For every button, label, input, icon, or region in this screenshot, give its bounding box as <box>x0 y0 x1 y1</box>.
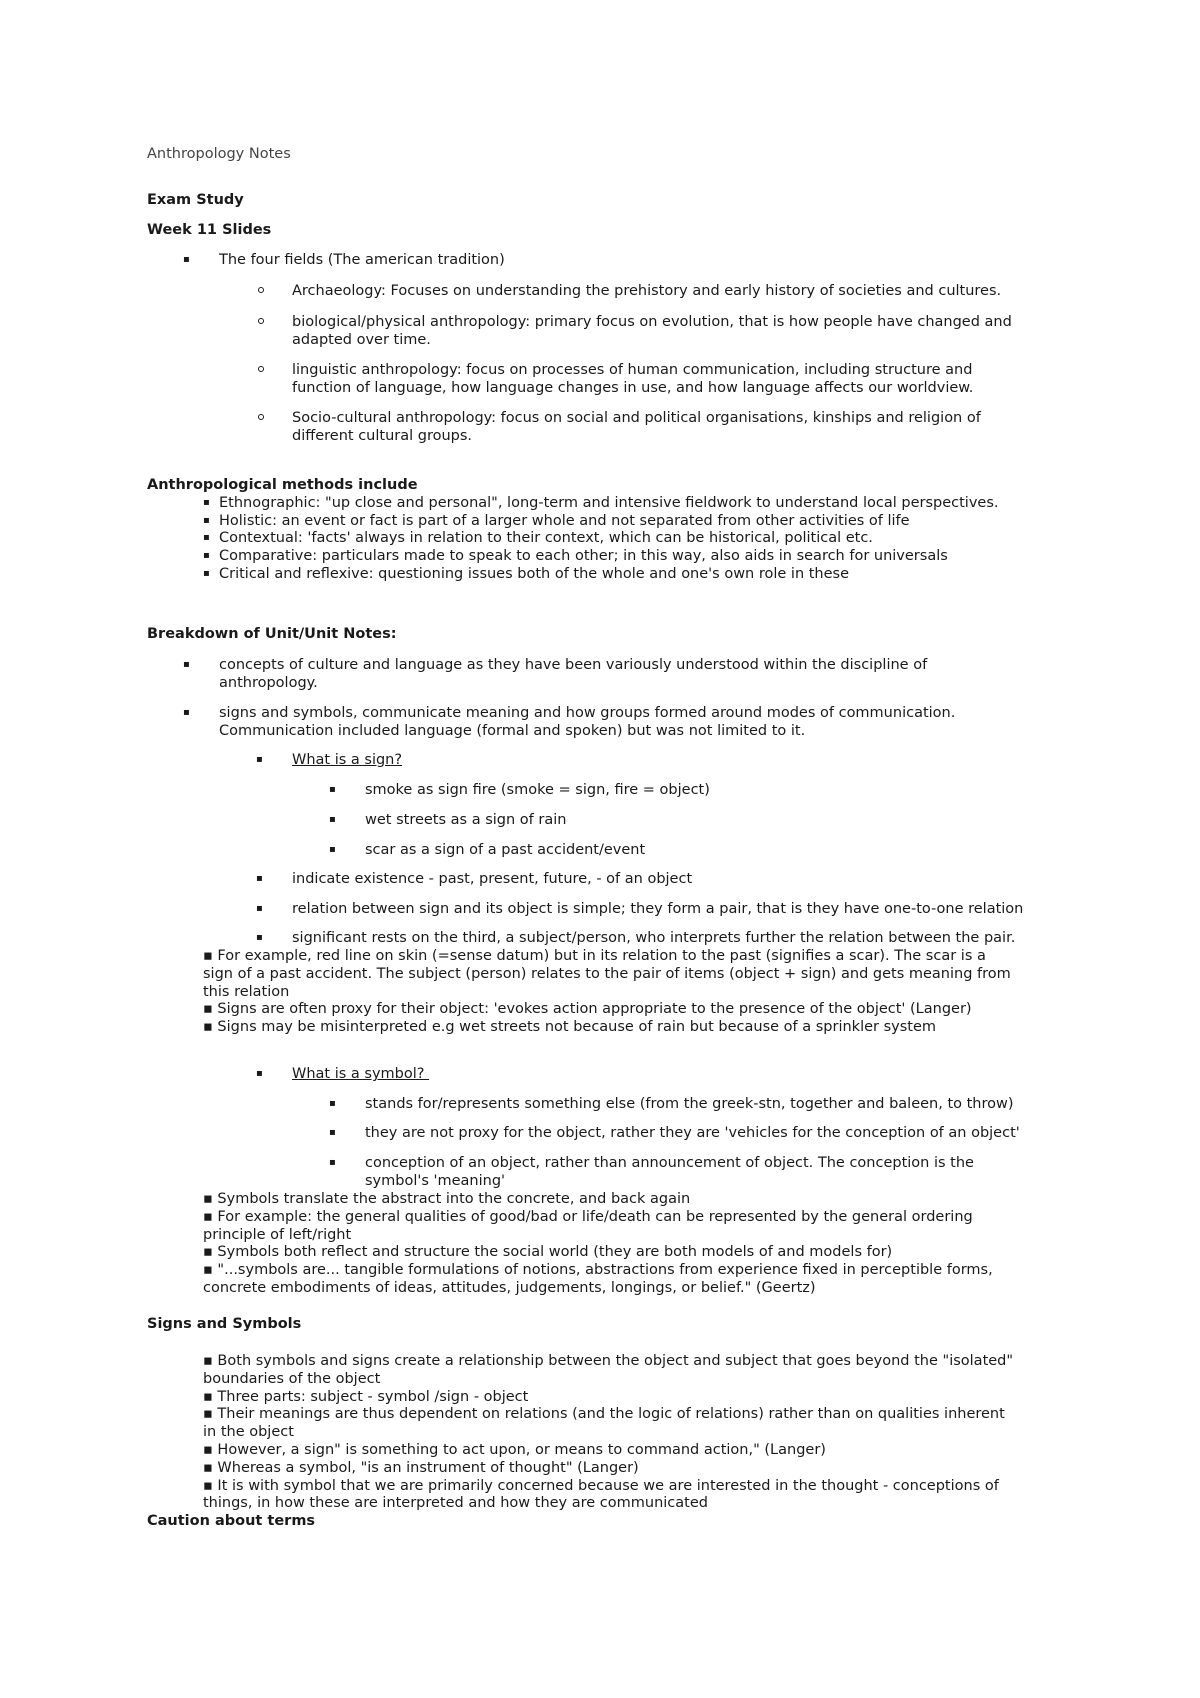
circle-bullet-icon <box>258 287 264 293</box>
bullet-icon: ▪ <box>203 550 210 561</box>
list-item: Holistic: an event or fact is part of a larger whole and not separated from other activities of life <box>219 513 910 529</box>
list-item: indicate existence - past, present, future, - of an object <box>292 871 693 887</box>
note-line: in the object <box>203 1424 294 1440</box>
note-line: ▪ "...symbols are... tangible formulations of notions, abstractions from experience fixed in perceptible forms, <box>203 1262 993 1278</box>
section-heading-caution: Caution about terms <box>147 1513 316 1529</box>
circle-bullet-icon <box>258 366 264 372</box>
list-item: Archaeology: Focuses on understanding the prehistory and early history of societies and cultures. <box>292 283 1002 299</box>
list-item: Ethnographic: "up close and personal", long-term and intensive fieldwork to understand local perspectives. <box>219 495 999 511</box>
list-item: relation between sign and its object is simple; they form a pair, that is they have one-to-one relation <box>292 901 1024 917</box>
circle-bullet-icon <box>258 318 264 324</box>
note-line: ▪ It is with symbol that we are primarily concerned because we are interested in the thought - conceptions of <box>203 1478 999 1494</box>
note-line: ▪ However, a sign" is something to act upon, or means to command action," (Langer) <box>203 1442 826 1458</box>
note-line: sign of a past accident. The subject (person) relates to the pair of items (object + sign) and gets meaning from <box>203 966 1011 982</box>
list-item: Comparative: particulars made to speak to each other; in this way, also aids in search for universals <box>219 548 948 564</box>
list-item: smoke as sign fire (smoke = sign, fire = object) <box>365 782 710 798</box>
note-line: principle of left/right <box>203 1227 352 1243</box>
note-line: this relation <box>203 984 290 1000</box>
section-heading-methods: Anthropological methods include <box>147 477 418 493</box>
list-item-cont: function of language, how language changes in use, and how language affects our worldview. <box>292 380 974 396</box>
bullet-icon: ▪ <box>329 844 336 855</box>
bullet-icon: ▪ <box>329 814 336 825</box>
note-line: ▪ Whereas a symbol, "is an instrument of thought" (Langer) <box>203 1460 639 1476</box>
bullet-icon: ▪ <box>329 1098 336 1109</box>
bullet-icon: ▪ <box>203 532 210 543</box>
list-item-cont: Communication included language (formal and spoken) but was not limited to it. <box>219 723 806 739</box>
list-item-cont: anthropology. <box>219 675 318 691</box>
circle-bullet-icon <box>258 414 264 420</box>
note-line: ▪ Both symbols and signs create a relationship between the object and subject that goes beyond the "isolated" <box>203 1353 1014 1369</box>
note-line: ▪ For example, red line on skin (=sense datum) but in its relation to the past (signifies a scar). The scar is a <box>203 948 986 964</box>
note-line: ▪ Symbols both reflect and structure the social world (they are both models of and models for) <box>203 1244 893 1260</box>
note-line: concrete embodiments of ideas, attitudes, judgements, longings, or belief." (Geertz) <box>203 1280 816 1296</box>
list-item-cont: different cultural groups. <box>292 428 473 444</box>
note-line: ▪ Three parts: subject - symbol /sign - object <box>203 1389 529 1405</box>
bullet-icon: ▪ <box>329 1127 336 1138</box>
note-line: ▪ Signs are often proxy for their object: 'evokes action appropriate to the presence of the object' (Langer) <box>203 1001 972 1017</box>
bullet-icon: ▪ <box>256 754 263 765</box>
bullet-icon: ▪ <box>256 932 263 943</box>
section-heading-signs-symbols: Signs and Symbols <box>147 1316 302 1332</box>
list-item: stands for/represents something else (from the greek-stn, together and baleen, to throw) <box>365 1096 1014 1112</box>
note-line: ▪ For example: the general qualities of good/bad or life/death can be represented by the general ordering <box>203 1209 973 1225</box>
list-item: wet streets as a sign of rain <box>365 812 567 828</box>
bullet-icon: ▪ <box>203 515 210 526</box>
list-item: conception of an object, rather than announcement of object. The conception is the <box>365 1155 974 1171</box>
list-item: significant rests on the third, a subject/person, who interprets further the relation between the pair. <box>292 930 1016 946</box>
bullet-icon: ▪ <box>329 1157 336 1168</box>
subheading-sign: What is a sign? <box>292 752 403 768</box>
bullet-icon: ▪ <box>183 254 190 265</box>
note-line: ▪ Symbols translate the abstract into the concrete, and back again <box>203 1191 691 1207</box>
bullet-icon: ▪ <box>183 659 190 670</box>
note-line: ▪ Their meanings are thus dependent on relations (and the logic of relations) rather than on qualities inherent <box>203 1406 1005 1422</box>
bullet-icon: ▪ <box>256 873 263 884</box>
bullet-icon: ▪ <box>256 903 263 914</box>
bullet-icon: ▪ <box>203 497 210 508</box>
section-heading-breakdown: Breakdown of Unit/Unit Notes: <box>147 626 397 642</box>
list-item: they are not proxy for the object, rather they are 'vehicles for the conception of an object' <box>365 1125 1020 1141</box>
list-item: linguistic anthropology: focus on processes of human communication, including structure and <box>292 362 973 378</box>
subheading-symbol: What is a symbol? <box>292 1066 430 1082</box>
list-item: biological/physical anthropology: primary focus on evolution, that is how people have changed and <box>292 314 1012 330</box>
list-item-cont: adapted over time. <box>292 332 431 348</box>
bullet-icon: ▪ <box>183 707 190 718</box>
list-item: Contextual: 'facts' always in relation to their context, which can be historical, political etc. <box>219 530 873 546</box>
note-line: things, in how these are interpreted and how they are communicated <box>203 1495 708 1511</box>
list-item: signs and symbols, communicate meaning and how groups formed around modes of communication. <box>219 705 956 721</box>
list-item: Socio-cultural anthropology: focus on social and political organisations, kinships and religion of <box>292 410 981 426</box>
section-heading-week: Week 11 Slides <box>147 222 272 238</box>
page-title: Exam Study <box>147 192 244 208</box>
list-item-cont: symbol's 'meaning' <box>365 1173 506 1189</box>
bullet-icon: ▪ <box>329 784 336 795</box>
list-item: concepts of culture and language as they have been variously understood within the discipline of <box>219 657 928 673</box>
bullet-icon: ▪ <box>203 568 210 579</box>
list-item: Critical and reflexive: questioning issues both of the whole and one's own role in these <box>219 566 850 582</box>
document-header: Anthropology Notes <box>147 146 291 162</box>
note-line: ▪ Signs may be misinterpreted e.g wet streets not because of rain but because of a sprinkler system <box>203 1019 937 1035</box>
list-item: The four fields (The american tradition) <box>219 252 505 268</box>
note-line: boundaries of the object <box>203 1371 381 1387</box>
bullet-icon: ▪ <box>256 1068 263 1079</box>
list-item: scar as a sign of a past accident/event <box>365 842 646 858</box>
